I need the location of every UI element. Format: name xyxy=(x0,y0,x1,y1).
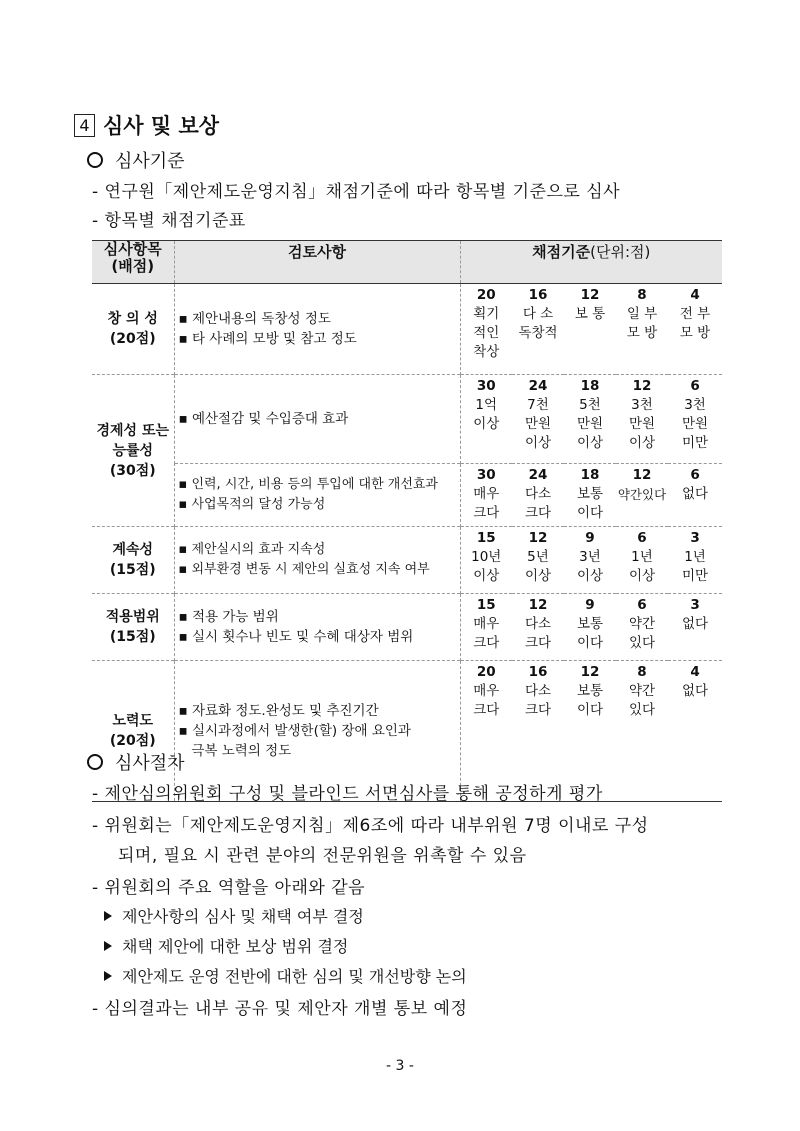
scoring-table xyxy=(92,240,722,802)
procedure-heading xyxy=(87,749,185,775)
circle-bullet-icon xyxy=(87,152,103,168)
section-title xyxy=(74,110,219,140)
role-bullet-1: 제안사항의 심사 및 채택 여부 결정 xyxy=(104,904,364,927)
triangle-bullet-icon xyxy=(104,971,112,981)
header-review: 검토사항 xyxy=(174,241,460,284)
table-row: 창 의 성 (20점) ▪ 제안내용의 독창성 정도 ▪ 타 사례의 모방 및 참고 정도 20 획기 적인 착상 16 다 소 독창적 12 보 통 8 일 부 모 방 4 전 부 모 방 xyxy=(92,284,722,375)
table-row: 노력도 (20점) ▪ 자료화 정도.완성도 및 추진기간 ▪ 실시과정에서 발생한(할) 장애 요인과 극복 노력의 정도 20 매우 크다 16 다소 크다 12 보통 이다 8 약간 있다 4 없다 xyxy=(92,661,722,802)
table-row: 경제성 또는 능률성 (30점) ▪ 예산절감 및 수입증대 효과 30 1억 이상 24 7천 만원 이상 18 5천 만원 이상 12 3천 만원 이상 6 3천 만원 미만 xyxy=(92,375,722,464)
triangle-bullet-icon xyxy=(104,911,112,921)
header-item: 심사항목 (배점) xyxy=(92,241,174,284)
criteria-line-1: - 연구원「제안제도운영지침」채점기준에 따라 항목별 기준으로 심사 xyxy=(92,182,621,202)
triangle-bullet-icon xyxy=(104,941,112,951)
criteria-line-2: - 항목별 채점기준표 xyxy=(92,211,246,231)
table-row: 적용범위 (15점) ▪ 적용 가능 범위 ▪ 실시 횟수나 빈도 및 수혜 대상자 범위 15 매우 크다 12 다소 크다 9 보통 이다 6 약간 있다 3 없다 xyxy=(92,594,722,661)
table-row: 계속성 (15점) ▪ 제안실시의 효과 지속성 ▪ 외부환경 변동 시 제안의 실효성 지속 여부 15 10년 이상 12 5년 이상 9 3년 이상 6 1년 이상 3 1년 미만 xyxy=(92,527,722,594)
role-bullet-3: 제안제도 운영 전반에 대한 심의 및 개선방향 논의 xyxy=(104,964,467,987)
procedure-line-3: 되며, 필요 시 관련 분야의 전문위원을 위촉할 수 있음 xyxy=(118,846,527,866)
circle-bullet-icon xyxy=(87,754,103,770)
header-score: 채점기준(단위:점) xyxy=(460,241,722,284)
table-row: ▪ 인력, 시간, 비용 등의 투입에 대한 개선효과 ▪ 사업목적의 달성 가능성 30 매우 크다 24 다소 크다 18 보통 이다 12 약간있다 6 없다 xyxy=(92,464,722,527)
procedure-line-2: - 위원회는「제안제도운영지침」제6조에 따라 내부위원 7명 이내로 구성 xyxy=(92,816,649,836)
criteria-heading xyxy=(87,147,185,173)
criteria-heading-text: 심사기준 xyxy=(115,151,185,172)
procedure-line-5: - 심의결과는 내부 공유 및 제안자 개별 통보 예정 xyxy=(92,999,468,1019)
page-number: - 3 - xyxy=(386,1058,414,1074)
role-bullet-2: 채택 제안에 대한 보상 범위 결정 xyxy=(104,934,348,957)
section-title-text: 심사 및 보상 xyxy=(103,114,220,138)
procedure-line-4: - 위원회의 주요 역할을 아래와 같음 xyxy=(92,878,366,898)
procedure-heading-text: 심사절차 xyxy=(115,753,185,774)
procedure-line-1: - 제안심의위원회 구성 및 블라인드 서면심사를 통해 공정하게 평가 xyxy=(92,784,603,804)
section-number-box: 4 xyxy=(74,114,95,137)
